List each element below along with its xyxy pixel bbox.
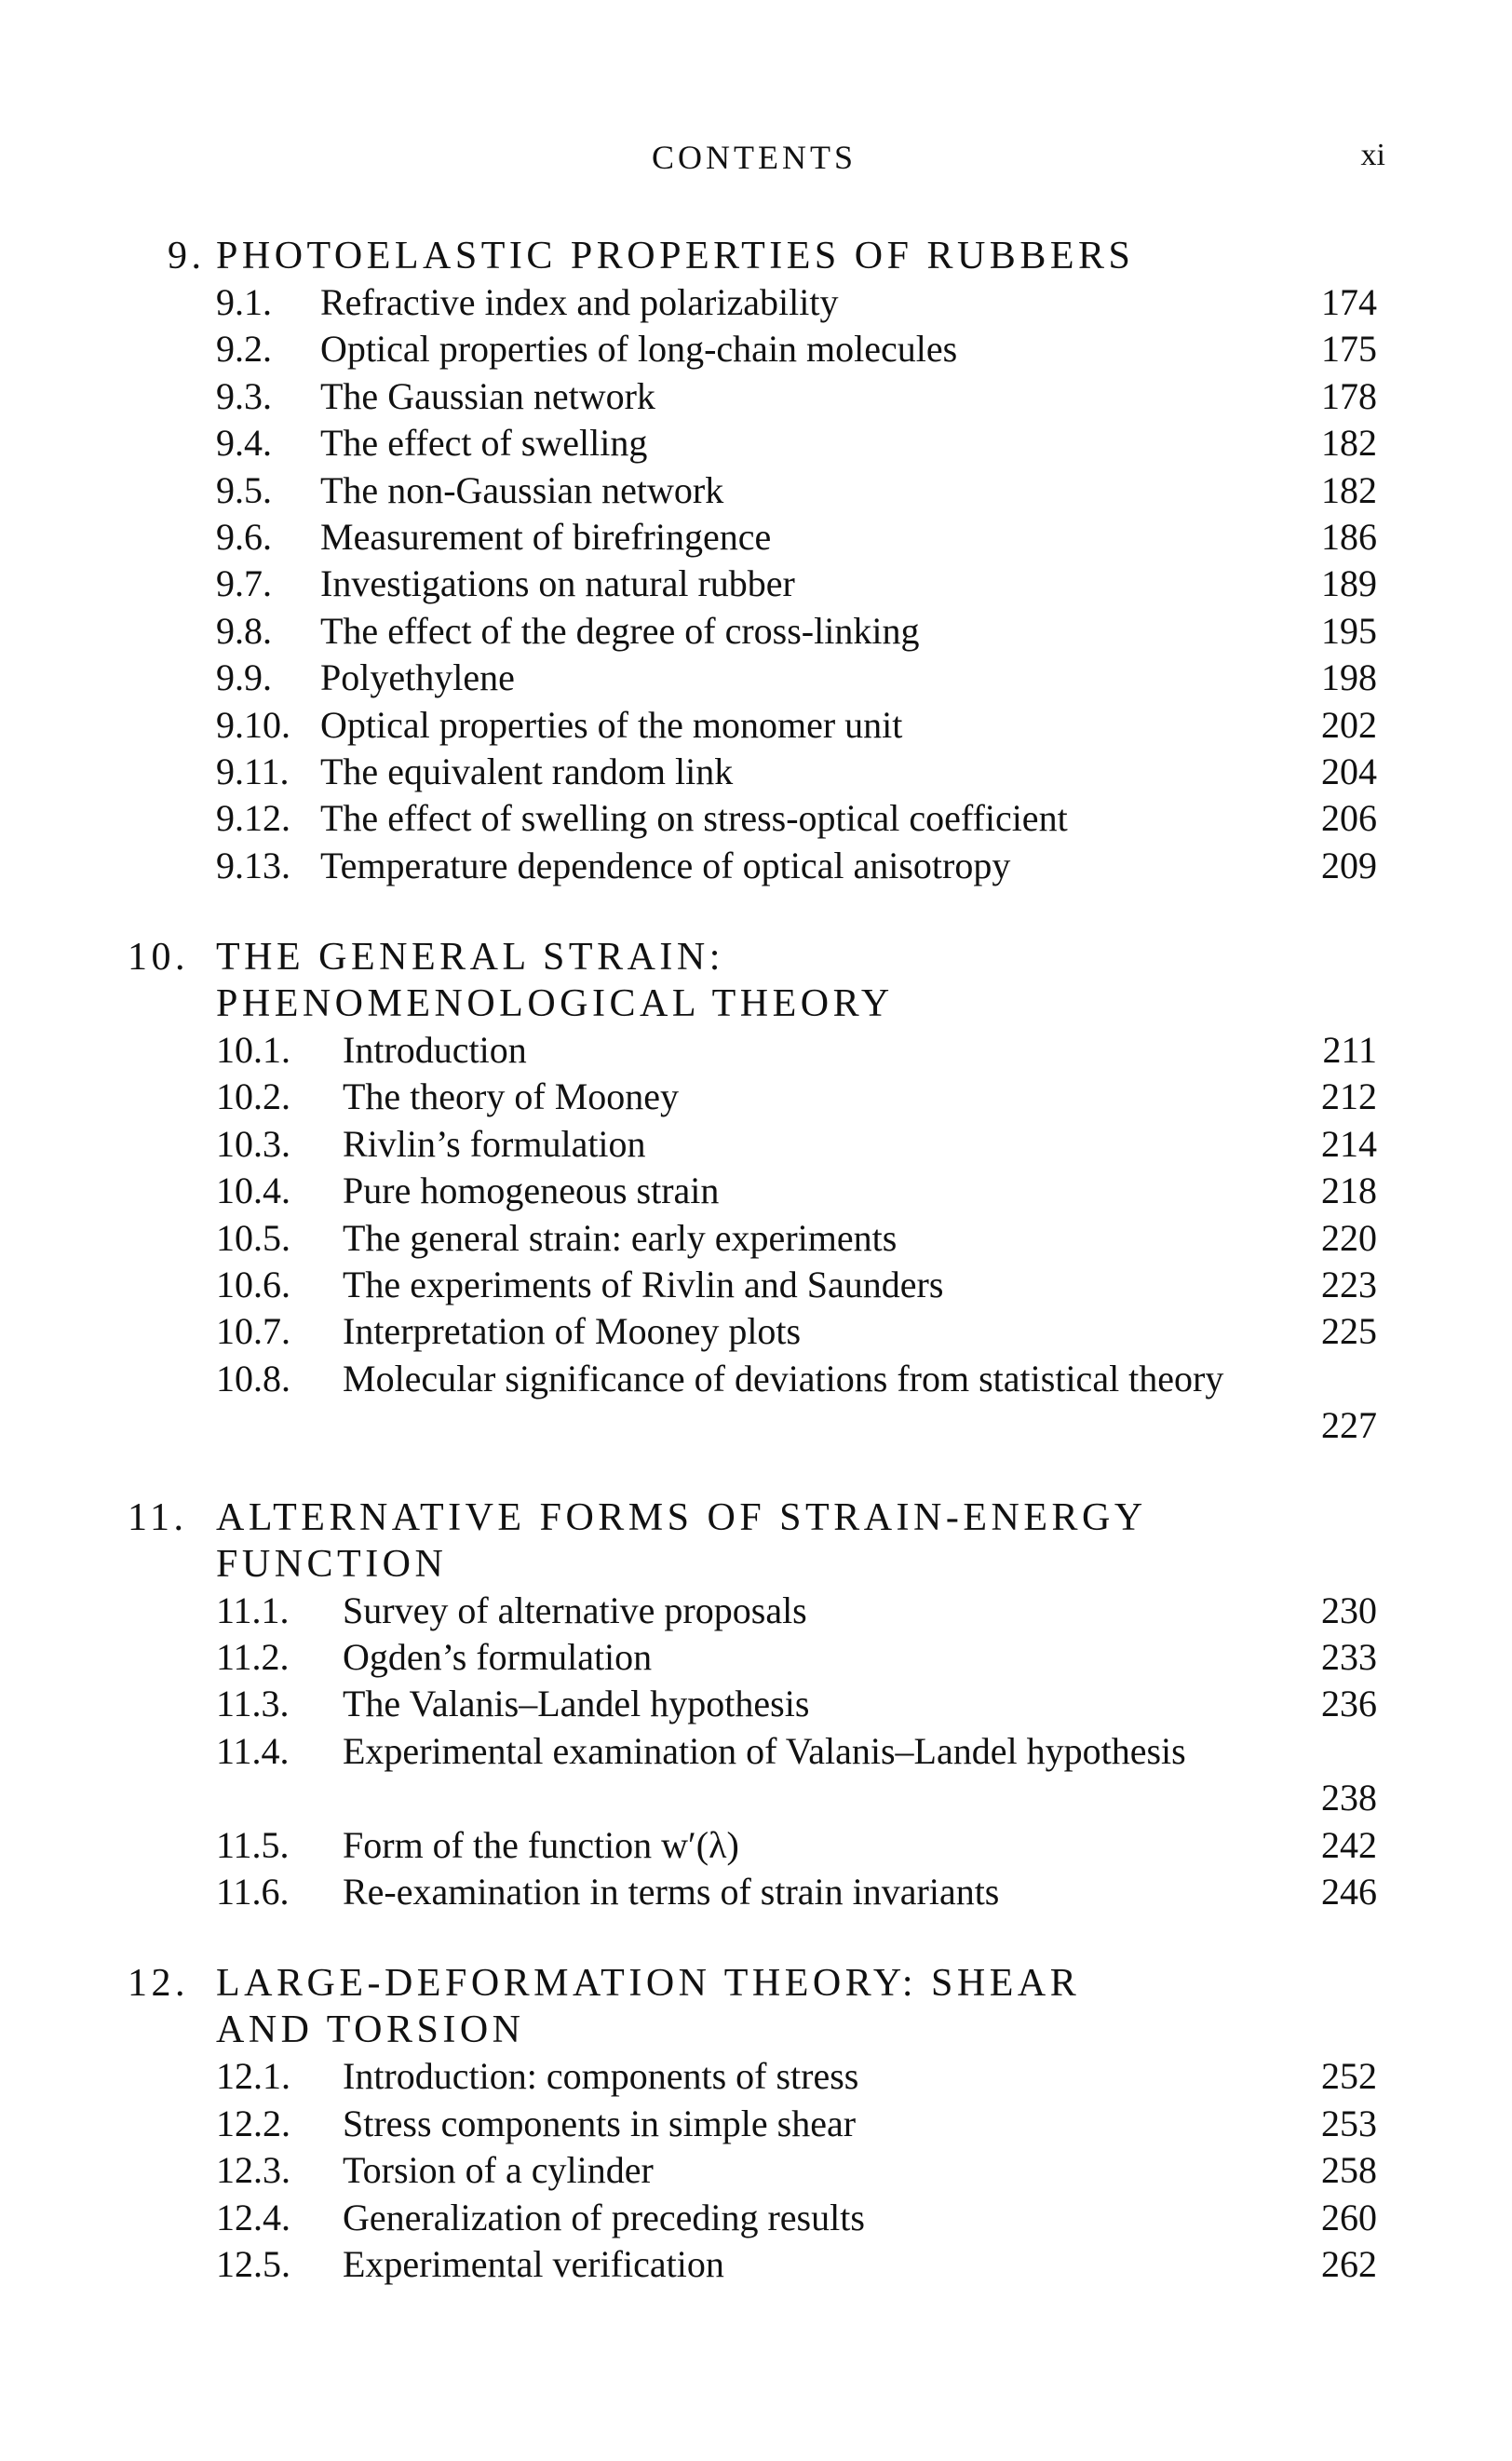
page-number: 236: [1321, 1683, 1377, 1725]
chapter-number: 9.: [168, 235, 206, 277]
section-number: 10.1.: [216, 1029, 290, 1072]
toc-entry[interactable]: [0, 1215, 1512, 1262]
section-title: The effect of swelling: [320, 422, 648, 465]
page-number: 230: [1321, 1589, 1377, 1631]
toc-entry[interactable]: [0, 608, 1512, 655]
toc-entry[interactable]: [0, 1822, 1512, 1869]
page-number: 220: [1321, 1216, 1377, 1259]
chapter-number: 10.: [128, 936, 189, 980]
toc-entry[interactable]: [0, 326, 1512, 372]
section-title: The Valanis–Landel hypothesis: [343, 1683, 810, 1725]
page-number: 174: [1321, 280, 1377, 323]
section-title: Pure homogeneous strain: [343, 1170, 720, 1212]
toc-entry[interactable]: [0, 1356, 1512, 1450]
chapter-number: 11.: [128, 1495, 188, 1539]
section-number: 12.3.: [216, 2149, 290, 2192]
toc-entry[interactable]: [0, 1681, 1512, 1727]
section-title: Introduction: [343, 1029, 527, 1072]
toc-entry[interactable]: [0, 1168, 1512, 1214]
page-number: 195: [1321, 609, 1377, 652]
toc-entry[interactable]: [0, 843, 1512, 889]
toc-entry[interactable]: [0, 420, 1512, 467]
chapter-title: AND TORSION: [216, 2008, 525, 2052]
chapter-title: THE GENERAL STRAIN:: [216, 936, 724, 980]
section-number: 10.3.: [216, 1122, 290, 1165]
section-number: 9.10.: [216, 703, 290, 746]
section-number: 9.7.: [216, 562, 272, 605]
section-number: 9.5.: [216, 468, 272, 511]
section-number: 11.3.: [216, 1683, 290, 1725]
page-number: 186: [1321, 515, 1377, 558]
chapter-heading: [0, 1494, 1512, 1541]
page-number: 198: [1321, 656, 1377, 699]
page-number: 209: [1321, 844, 1377, 886]
section-title: Refractive index and polarizability: [320, 281, 839, 323]
toc-entry[interactable]: [0, 1027, 1512, 1074]
toc-entry[interactable]: [0, 2053, 1512, 2100]
section-number: 9.8.: [216, 609, 272, 652]
chapter-title: ALTERNATIVE FORMS OF STRAIN-ENERGY: [216, 1495, 1147, 1539]
toc-entry[interactable]: [0, 1074, 1512, 1120]
toc-entry[interactable]: [0, 514, 1512, 561]
page-number: 246: [1321, 1870, 1377, 1913]
page-number: 227: [1321, 1404, 1377, 1447]
page-number: 182: [1321, 468, 1377, 511]
section-title: Torsion of a cylinder: [343, 2149, 654, 2192]
section-number: 9.2.: [216, 328, 272, 371]
section-title: The effect of the degree of cross-linking: [320, 609, 920, 652]
toc-entry[interactable]: [0, 1634, 1512, 1681]
toc-entry[interactable]: [0, 1121, 1512, 1168]
section-number: 11.5.: [216, 1823, 290, 1866]
section-title: The non-Gaussian network: [320, 468, 724, 511]
toc-entry[interactable]: [0, 467, 1512, 514]
section-number: 10.4.: [216, 1170, 290, 1212]
section-title: Generalization of preceding results: [343, 2196, 865, 2238]
section-number: 10.2.: [216, 1075, 290, 1118]
toc-entry[interactable]: [0, 2101, 1512, 2147]
toc-entry[interactable]: [0, 279, 1512, 326]
page-number: 211: [1322, 1029, 1377, 1072]
toc-entry[interactable]: [0, 795, 1512, 842]
page-number: 233: [1321, 1635, 1377, 1678]
toc-chapter: [0, 1960, 1512, 2288]
running-title: CONTENTS: [652, 139, 857, 176]
chapter-heading: [0, 2007, 1512, 2053]
chapter-heading: [0, 233, 1512, 279]
page-number: 178: [1321, 374, 1377, 417]
chapter-heading: [0, 980, 1512, 1027]
toc-entry[interactable]: [0, 1728, 1512, 1822]
table-of-contents: [0, 233, 1512, 2333]
section-title: Rivlin’s formulation: [343, 1122, 646, 1165]
section-number: 11.6.: [216, 1870, 290, 1913]
toc-entry[interactable]: [0, 2195, 1512, 2241]
section-number: 9.1.: [216, 281, 272, 323]
section-title: Experimental examination of Valanis–Landel hypothesis: [343, 1729, 1186, 1772]
section-number: 9.13.: [216, 844, 290, 886]
section-title: The theory of Mooney: [343, 1075, 680, 1118]
toc-chapter: [0, 1494, 1512, 1916]
section-title: Temperature dependence of optical anisotropy: [320, 844, 1011, 886]
page-number: 202: [1321, 703, 1377, 746]
running-head: [0, 138, 1512, 183]
section-number: 9.3.: [216, 374, 272, 417]
section-title: Optical properties of long-chain molecules: [320, 328, 958, 371]
section-number: 10.7.: [216, 1310, 290, 1353]
section-number: 9.12.: [216, 797, 290, 840]
section-title: The Gaussian network: [320, 374, 655, 417]
section-number: 12.1.: [216, 2055, 290, 2098]
toc-entry[interactable]: [0, 1262, 1512, 1308]
toc-entry[interactable]: [0, 749, 1512, 795]
page-number: 242: [1321, 1823, 1377, 1866]
section-title: The effect of swelling on stress-optical coefficient: [320, 797, 1068, 840]
chapter-title: FUNCTION: [216, 1542, 448, 1586]
page-number: 204: [1321, 750, 1377, 792]
toc-entry[interactable]: [0, 2147, 1512, 2194]
toc-entry[interactable]: [0, 1869, 1512, 1915]
page-number: 260: [1321, 2196, 1377, 2238]
toc-entry[interactable]: [0, 561, 1512, 607]
section-number: 9.6.: [216, 515, 272, 558]
section-number: 9.11.: [216, 750, 290, 792]
page-number: 223: [1321, 1264, 1377, 1306]
toc-entry[interactable]: [0, 655, 1512, 701]
page-number: 182: [1321, 422, 1377, 465]
section-number: 9.4.: [216, 422, 272, 465]
section-title: Ogden’s formulation: [343, 1636, 653, 1678]
section-title: Stress components in simple shear: [343, 2102, 857, 2144]
page-number: 206: [1321, 797, 1377, 840]
page-number: 262: [1321, 2242, 1377, 2285]
page-number: 253: [1321, 2102, 1377, 2144]
section-number: 12.4.: [216, 2196, 290, 2238]
page-number: 175: [1321, 328, 1377, 371]
chapter-title: PHENOMENOLOGICAL THEORY: [216, 982, 894, 1026]
section-title: The experiments of Rivlin and Saunders: [343, 1264, 944, 1306]
section-title: Interpretation of Mooney plots: [343, 1310, 802, 1353]
section-title: Form of the function w′(λ): [343, 1823, 739, 1866]
chapter-number: 12.: [128, 1962, 189, 2006]
toc-chapter: [0, 233, 1512, 889]
section-number: 12.5.: [216, 2242, 290, 2285]
section-title: Optical properties of the monomer unit: [320, 703, 903, 746]
page-number: 189: [1321, 562, 1377, 605]
page-folio: xi: [1360, 138, 1385, 172]
section-title: Re-examination in terms of strain invariants: [343, 1870, 1000, 1913]
toc-entry[interactable]: [0, 2241, 1512, 2288]
chapter-heading: [0, 1960, 1512, 2007]
chapter-title: LARGE-DEFORMATION THEORY: SHEAR: [216, 1962, 1081, 2006]
section-number: 9.9.: [216, 656, 272, 699]
toc-entry[interactable]: [0, 1588, 1512, 1634]
toc-entry[interactable]: [0, 1308, 1512, 1355]
section-title: The equivalent random link: [320, 750, 734, 792]
chapter-heading: [0, 934, 1512, 980]
section-number: 11.1.: [216, 1589, 290, 1631]
page-number: 212: [1321, 1075, 1377, 1118]
section-number: 11.2.: [216, 1636, 290, 1678]
chapter-title: PHOTOELASTIC PROPERTIES OF RUBBERS: [216, 235, 1135, 277]
page-number: 258: [1321, 2149, 1377, 2192]
section-number: 10.5.: [216, 1216, 290, 1259]
section-title: Survey of alternative proposals: [343, 1589, 807, 1631]
section-title: Polyethylene: [320, 656, 515, 699]
section-title: Introduction: components of stress: [343, 2055, 859, 2098]
page-number: 225: [1321, 1310, 1377, 1353]
section-number: 10.6.: [216, 1264, 290, 1306]
section-number: 11.4.: [216, 1729, 290, 1772]
page-number: 238: [1321, 1777, 1377, 1819]
section-title: Measurement of birefringence: [320, 515, 772, 558]
toc-entry[interactable]: [0, 702, 1512, 749]
toc-chapter: [0, 934, 1512, 1450]
section-number: 10.8.: [216, 1357, 290, 1400]
page-number: 252: [1321, 2055, 1377, 2098]
section-title: The general strain: early experiments: [343, 1216, 898, 1259]
page-number: 214: [1321, 1122, 1377, 1165]
toc-entry[interactable]: [0, 373, 1512, 420]
section-title: Experimental verification: [343, 2242, 724, 2285]
chapter-heading: [0, 1541, 1512, 1588]
page-number: 218: [1321, 1170, 1377, 1212]
section-number: 12.2.: [216, 2102, 290, 2144]
section-title: Molecular significance of deviations from statistical theory: [343, 1357, 1224, 1400]
section-title: Investigations on natural rubber: [320, 562, 795, 605]
